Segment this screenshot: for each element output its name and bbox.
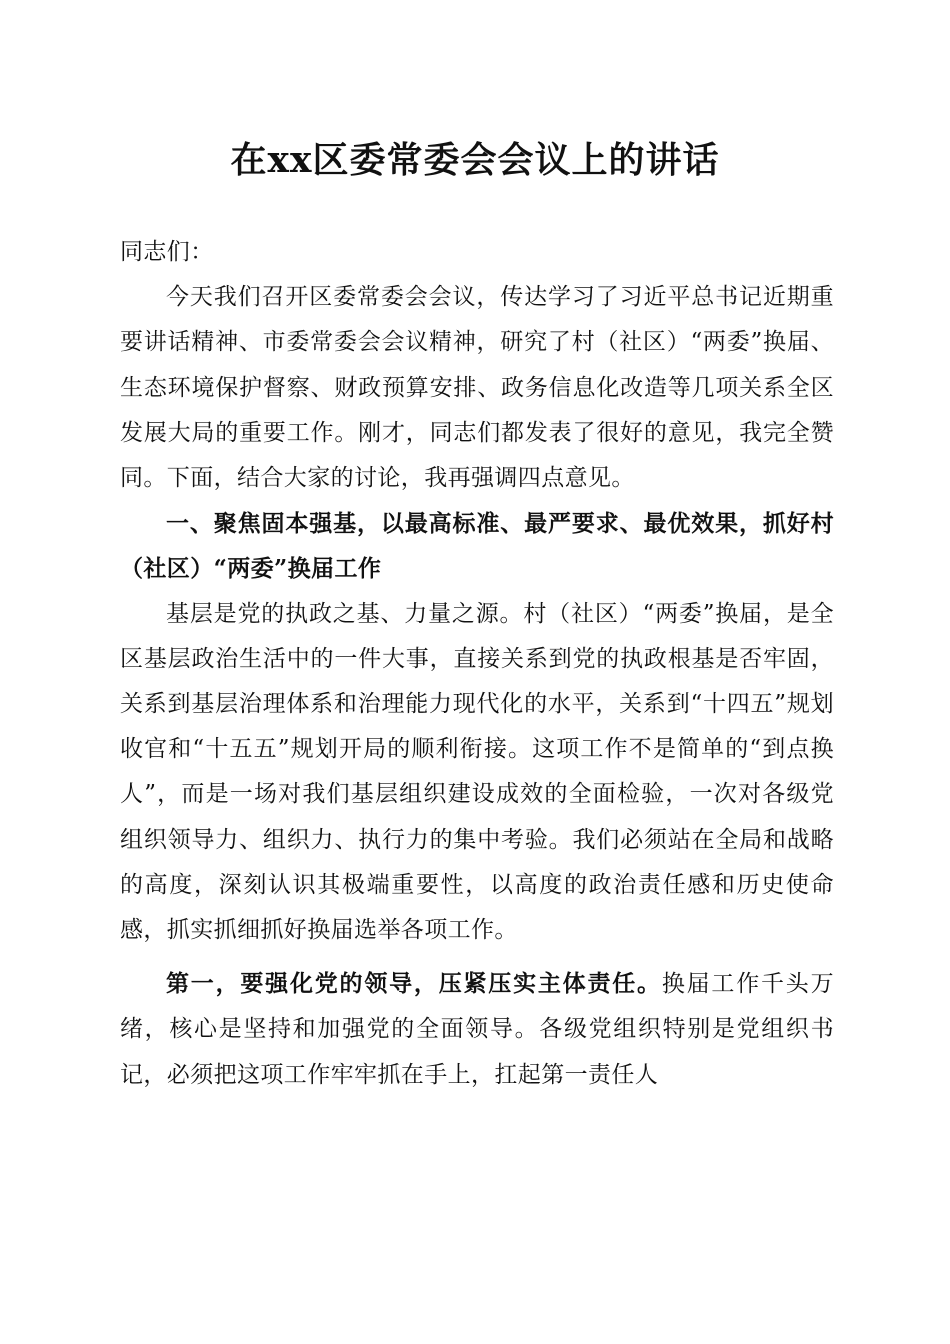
section-1-paragraph: 基层是党的执政之基、力量之源。村（社区）“两委”换届，是全区基层政治生活中的一件大事，直接关系到党的执政根基是否牢固，关系到基层治理体系和治理能力现代化的水平，关系到“十四五”规划收官和“十五五”规划开局的顺利衔接。这项工作不是简单的“到点换人”，而是一场对我们基层组织建设成效的全面检验，一次对各级党组织领导力、组织力、执行力的集中考验。我们必须站在全局和战略的高度，深刻认识其极端重要性，以高度的政治责任感和历史使命感，抓实抓细抓好换届选举各项工作。 bbox=[120, 600, 834, 944]
point-one-lead: 第一，要强化党的领导，压紧压实主体责任。 bbox=[166, 970, 662, 998]
intro-paragraph: 今天我们召开区委常委会会议，传达学习了习近平总书记近期重要讲话精神、市委常委会会议精神，研究了村（社区）“两委”换届、生态环境保护督察、财政预算安排、政务信息化改造等几项关系全区发展大局的重要工作。刚才，同志们都发表了很好的意见，我完全赞同。下面，结合大家的讨论，我再强调四点意见。 bbox=[120, 284, 834, 492]
section-heading-1: 一、聚焦固本强基，以最高标准、最严要求、最优效果，抓好村（社区）“两委”换届工作 bbox=[120, 510, 834, 583]
document-body bbox=[120, 230, 834, 1098]
document-title: 在xx区委常委会会议上的讲话 bbox=[230, 139, 720, 181]
point-one-paragraph bbox=[120, 961, 834, 1098]
point-one-text: 换届工作千头万绪，核心是坚持和加强党的全面领导。各级党组织特别是党组织书记，必须把这项工作牢牢抓在手上，扛起第一责任人 bbox=[120, 971, 834, 1088]
salutation: 同志们： bbox=[120, 239, 214, 265]
